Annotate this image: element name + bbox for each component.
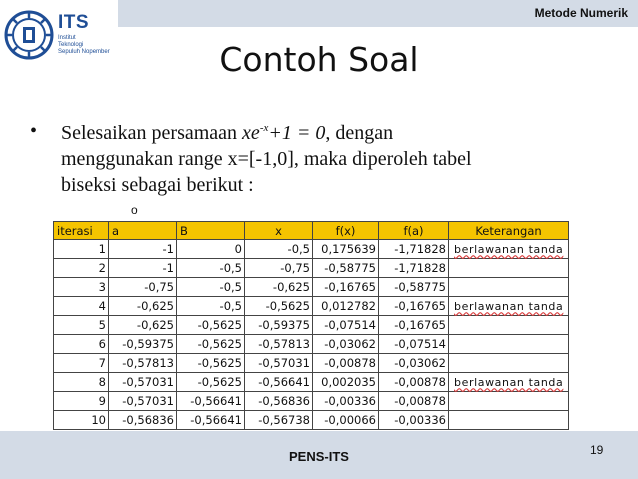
col-header-a: a [109, 222, 177, 240]
table-cell: -0,03062 [379, 354, 449, 373]
footer-text: PENS-ITS [289, 449, 349, 464]
table-cell: -0,16765 [313, 278, 379, 297]
table-cell: -0,5 [177, 259, 245, 278]
table-cell: -0,5625 [177, 335, 245, 354]
table-cell: berlawanan tanda [449, 373, 569, 392]
col-header-iterasi: iterasi [54, 222, 109, 240]
table-cell: -0,57031 [245, 354, 313, 373]
equation: $xe^{-x}+1 = 0$ [242, 122, 326, 144]
table-cell: -0,5 [177, 278, 245, 297]
col-header-x: x [245, 222, 313, 240]
course-title: Metode Numerik [534, 6, 628, 20]
table-cell: 6 [54, 335, 109, 354]
bisection-table-image [48, 211, 580, 437]
col-header-b: B [177, 222, 245, 240]
table-cell: 4 [54, 297, 109, 316]
table-cell [449, 335, 569, 354]
table-cell: -0,16765 [379, 297, 449, 316]
table-row [54, 392, 569, 411]
table-cell [449, 278, 569, 297]
table-cell: -0,625 [109, 316, 177, 335]
table-cell: -0,57813 [109, 354, 177, 373]
table-row [54, 373, 569, 392]
table-cell: -0,58775 [313, 259, 379, 278]
top-band [118, 0, 638, 27]
table-cell: -0,5625 [177, 373, 245, 392]
table-cell: -0,00878 [379, 392, 449, 411]
table-cell: -1 [109, 240, 177, 259]
table-cell: -1 [109, 259, 177, 278]
table-cell: -0,07514 [379, 335, 449, 354]
table-cell: 10 [54, 411, 109, 430]
col-header-keterangan: Keterangan [449, 222, 569, 240]
table-cell: -1,71828 [379, 240, 449, 259]
table-cell: 0,175639 [313, 240, 379, 259]
table-cell: -1,71828 [379, 259, 449, 278]
table-cell: -0,00336 [313, 392, 379, 411]
table-cell: -0,5625 [245, 297, 313, 316]
logo-institution: Institut Teknologi Sepuluh Nopember [58, 35, 110, 55]
table-cell: -0,56836 [245, 392, 313, 411]
table-cell: -0,03062 [313, 335, 379, 354]
table-cell: -0,56738 [245, 411, 313, 430]
table-cell: -0,56641 [177, 392, 245, 411]
table-cell: -0,5 [245, 240, 313, 259]
table-cell: -0,75 [109, 278, 177, 297]
table-cell: -0,59375 [245, 316, 313, 335]
table-cell: -0,57031 [109, 373, 177, 392]
table-cell: -0,625 [245, 278, 313, 297]
table-cell [449, 392, 569, 411]
table-cell: berlawanan tanda [449, 297, 569, 316]
table-cell: -0,57813 [245, 335, 313, 354]
col-header-fa: f(a) [379, 222, 449, 240]
table-cell: -0,00878 [313, 354, 379, 373]
table-cell: -0,56641 [245, 373, 313, 392]
table-row [54, 259, 569, 278]
col-header-fx: f(x) [313, 222, 379, 240]
table-cell: -0,5 [177, 297, 245, 316]
table-cell: 9 [54, 392, 109, 411]
bisection-table [53, 221, 569, 430]
table-row [54, 240, 569, 259]
table-cell: 1 [54, 240, 109, 259]
table-cell: -0,5625 [177, 316, 245, 335]
table-cell: 8 [54, 373, 109, 392]
table-cell: -0,07514 [313, 316, 379, 335]
table-row [54, 411, 569, 430]
table-row [54, 354, 569, 373]
table-cell: 7 [54, 354, 109, 373]
stray-mark: o [131, 203, 138, 217]
table-header-row [54, 222, 569, 240]
table-cell: 0,012782 [313, 297, 379, 316]
table-cell: -0,57031 [109, 392, 177, 411]
table-row [54, 278, 569, 297]
table-cell: 3 [54, 278, 109, 297]
table-row [54, 297, 569, 316]
table-cell: -0,75 [245, 259, 313, 278]
table-row [54, 335, 569, 354]
table-cell: berlawanan tanda [449, 240, 569, 259]
slide-title: Contoh Soal [219, 40, 419, 79]
table-cell: -0,58775 [379, 278, 449, 297]
table-cell: -0,00066 [313, 411, 379, 430]
table-cell: -0,00878 [379, 373, 449, 392]
page-number: 19 [590, 443, 604, 457]
table-cell: -0,56836 [109, 411, 177, 430]
bullet-text: Selesaikan persamaan $xe^{-x}+1 = 0$, dengan menggunakan range x=[-1,0], maka diperoleh tabel biseksi sebagai berikut : [61, 122, 472, 196]
table-cell: 5 [54, 316, 109, 335]
table-cell: -0,5625 [177, 354, 245, 373]
table-cell: -0,16765 [379, 316, 449, 335]
table-row [54, 316, 569, 335]
table-cell [449, 316, 569, 335]
table-cell [449, 259, 569, 278]
table-cell: -0,625 [109, 297, 177, 316]
logo-wordmark: ITS [58, 12, 90, 33]
table-cell: 2 [54, 259, 109, 278]
table-cell [449, 411, 569, 430]
table-cell: -0,59375 [109, 335, 177, 354]
table-cell: 0,002035 [313, 373, 379, 392]
table-cell [449, 354, 569, 373]
table-cell: -0,56641 [177, 411, 245, 430]
bullet-marker: • [30, 120, 38, 142]
table-cell: 0 [177, 240, 245, 259]
table-cell: -0,00336 [379, 411, 449, 430]
